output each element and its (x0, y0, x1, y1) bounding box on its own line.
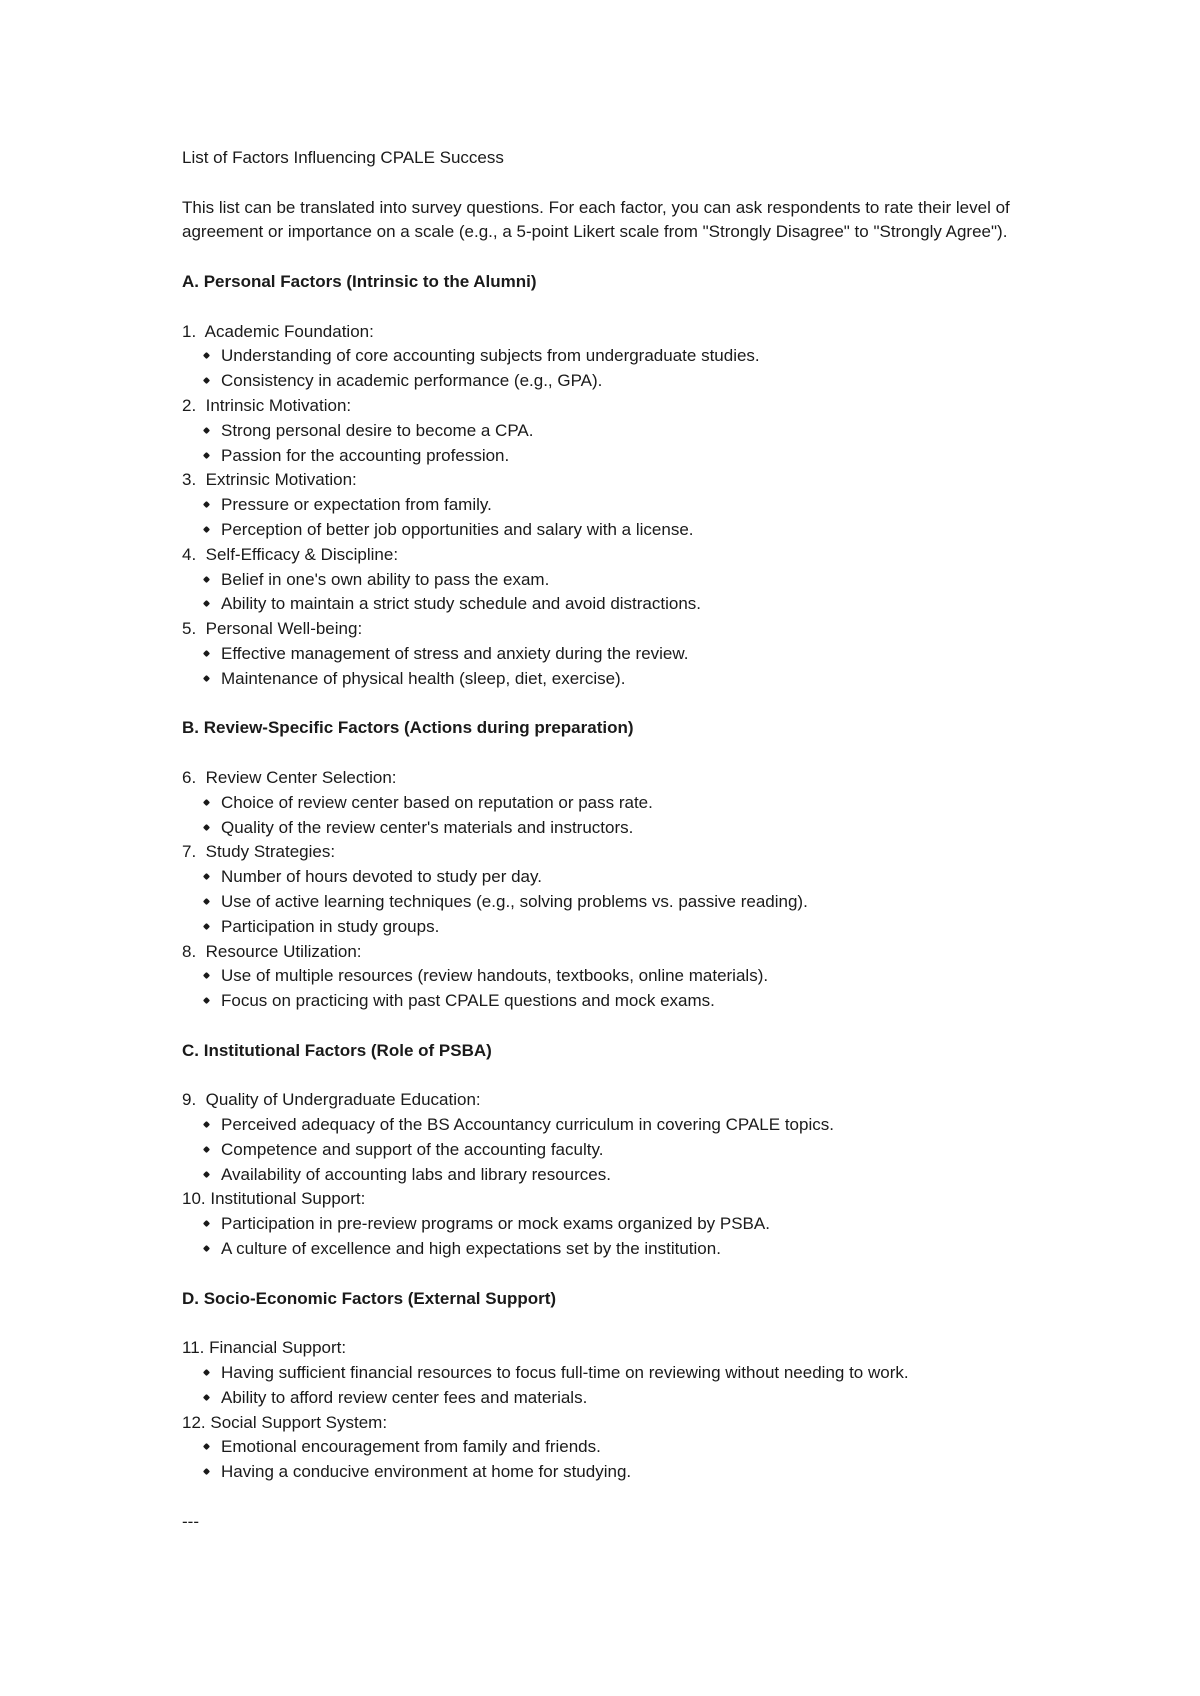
factor-item (182, 1187, 1062, 1261)
intro-paragraph: This list can be translated into survey questions. For each factor, you can ask respondents to rate their level of agreement or importance on a scale (e.g., a 5-point Likert scale from "Strongly Disagree" to "Strongly Agree"). (182, 197, 1015, 242)
bullet-icon (203, 650, 210, 657)
bullet-item (182, 1386, 1062, 1411)
factor-item (182, 840, 1062, 939)
bullet-text: Having a conducive environment at home for studying. (221, 1462, 632, 1482)
bullet-text: Ability to afford review center fees and materials. (221, 1387, 588, 1407)
bullet-item (182, 915, 1062, 940)
bullet-text: Perceived adequacy of the BS Accountancy curriculum in covering CPALE topics. (221, 1115, 834, 1135)
factor-label: 10. Institutional Support: (182, 1189, 366, 1209)
bullet-list (182, 493, 1062, 543)
bullet-item (182, 816, 1062, 841)
bullet-text: Choice of review center based on reputation or pass rate. (221, 792, 653, 812)
factor-label: 4. Self-Efficacy & Discipline: (182, 544, 399, 564)
bullet-text: Number of hours devoted to study per day. (221, 867, 542, 887)
bullet-list (182, 419, 1062, 469)
bullet-item (182, 890, 1062, 915)
factor-label: 1. Academic Foundation: (182, 321, 374, 341)
bullet-icon (203, 427, 210, 434)
bullet-text: Strong personal desire to become a CPA. (221, 420, 534, 440)
bullet-list (182, 964, 1062, 1014)
bullet-text: Availability of accounting labs and library resources. (221, 1164, 611, 1184)
factor-label: 9. Quality of Undergraduate Education: (182, 1090, 481, 1110)
factor-item (182, 1411, 1062, 1485)
factor-item (182, 1088, 1062, 1187)
bullet-item (182, 444, 1062, 469)
bullet-item (182, 518, 1062, 543)
bullet-item (182, 1212, 1062, 1237)
section-factor-list (182, 766, 1062, 1014)
bullet-text: Emotional encouragement from family and friends. (221, 1437, 601, 1457)
bullet-icon (203, 898, 210, 905)
section-heading: C. Institutional Factors (Role of PSBA) (182, 1040, 492, 1060)
bullet-list (182, 865, 1062, 939)
bullet-icon (203, 1146, 210, 1153)
bullet-icon (203, 923, 210, 930)
bullet-icon (203, 873, 210, 880)
separator: --- (182, 1511, 199, 1531)
bullet-item (182, 865, 1062, 890)
bullet-item (182, 1460, 1062, 1485)
bullet-icon (203, 1121, 210, 1128)
bullet-icon (203, 526, 210, 533)
factor-label: 6. Review Center Selection: (182, 767, 397, 787)
section-heading: A. Personal Factors (Intrinsic to the Alumni) (182, 271, 537, 291)
bullet-list (182, 344, 1062, 394)
bullet-item (182, 344, 1062, 369)
section-factor-list (182, 320, 1062, 692)
bullet-item (182, 568, 1062, 593)
bullet-item (182, 419, 1062, 444)
bullet-text: Quality of the review center's materials and instructors. (221, 817, 634, 837)
bullet-icon (203, 1468, 210, 1475)
bullet-text: Competence and support of the accounting faculty. (221, 1139, 604, 1159)
bullet-list (182, 1435, 1062, 1485)
bullet-item (182, 1138, 1062, 1163)
bullet-list (182, 791, 1062, 841)
bullet-text: Use of active learning techniques (e.g., solving problems vs. passive reading). (221, 891, 808, 911)
factor-item (182, 1336, 1062, 1410)
bullet-icon (203, 972, 210, 979)
bullet-icon (203, 452, 210, 459)
bullet-item (182, 592, 1062, 617)
factor-label: 8. Resource Utilization: (182, 941, 362, 961)
bullet-list (182, 1212, 1062, 1262)
factor-item (182, 543, 1062, 617)
bullet-list (182, 1361, 1062, 1411)
bullet-icon (203, 1220, 210, 1227)
factor-item (182, 394, 1062, 468)
bullet-icon (203, 501, 210, 508)
bullet-item (182, 791, 1062, 816)
bullet-icon (203, 576, 210, 583)
bullet-icon (203, 823, 210, 830)
bullet-icon (203, 352, 210, 359)
bullet-icon (203, 1171, 210, 1178)
bullet-text: Ability to maintain a strict study schedule and avoid distractions. (221, 594, 702, 614)
bullet-icon (203, 799, 210, 806)
bullet-item (182, 964, 1062, 989)
bullet-item (182, 1361, 1062, 1386)
bullet-text: Participation in study groups. (221, 916, 440, 936)
factor-item (182, 766, 1062, 840)
factor-label: 5. Personal Well-being: (182, 619, 363, 639)
factor-item (182, 320, 1062, 394)
bullet-list (182, 642, 1062, 692)
bullet-text: Maintenance of physical health (sleep, diet, exercise). (221, 668, 626, 688)
bullet-text: Participation in pre-review programs or mock exams organized by PSBA. (221, 1214, 770, 1234)
bullet-text: Having sufficient financial resources to focus full-time on reviewing without needing to work. (221, 1363, 909, 1383)
factor-item (182, 468, 1062, 542)
factor-label: 2. Intrinsic Motivation: (182, 395, 352, 415)
bullet-icon (203, 1443, 210, 1450)
sections-container (182, 270, 1062, 1485)
section-factor-list (182, 1088, 1062, 1262)
bullet-text: Effective management of stress and anxiety during the review. (221, 643, 689, 663)
bullet-text: Perception of better job opportunities and salary with a license. (221, 519, 694, 539)
document-title: List of Factors Influencing CPALE Success (182, 148, 504, 167)
bullet-icon (203, 675, 210, 682)
bullet-icon (203, 1245, 210, 1252)
factor-label: 3. Extrinsic Motivation: (182, 470, 357, 490)
bullet-text: Understanding of core accounting subjects from undergraduate studies. (221, 346, 760, 366)
bullet-item (182, 667, 1062, 692)
bullet-text: Consistency in academic performance (e.g., GPA). (221, 371, 603, 391)
bullet-item (182, 1435, 1062, 1460)
bullet-text: A culture of excellence and high expectations set by the institution. (221, 1239, 721, 1259)
bullet-item (182, 369, 1062, 394)
bullet-text: Pressure or expectation from family. (221, 495, 492, 515)
section-factor-list (182, 1336, 1062, 1485)
factor-item (182, 617, 1062, 691)
bullet-icon (203, 1369, 210, 1376)
bullet-text: Use of multiple resources (review handouts, textbooks, online materials). (221, 966, 769, 986)
bullet-item (182, 989, 1062, 1014)
bullet-text: Belief in one's own ability to pass the exam. (221, 569, 550, 589)
factor-item (182, 940, 1062, 1014)
factor-label: 11. Financial Support: (182, 1338, 347, 1358)
bullet-text: Passion for the accounting profession. (221, 445, 510, 465)
bullet-item (182, 1163, 1062, 1188)
bullet-icon (203, 600, 210, 607)
section-heading: B. Review-Specific Factors (Actions during preparation) (182, 718, 634, 738)
bullet-list (182, 568, 1062, 618)
bullet-item (182, 1113, 1062, 1138)
bullet-item (182, 1237, 1062, 1262)
bullet-text: Focus on practicing with past CPALE questions and mock exams. (221, 991, 715, 1011)
bullet-icon (203, 1394, 210, 1401)
factor-label: 12. Social Support System: (182, 1412, 388, 1432)
section-heading: D. Socio-Economic Factors (External Support) (182, 1288, 557, 1308)
bullet-item (182, 493, 1062, 518)
bullet-item (182, 642, 1062, 667)
document-content (182, 146, 1062, 1535)
factor-label: 7. Study Strategies: (182, 842, 336, 862)
bullet-icon (203, 377, 210, 384)
bullet-icon (203, 997, 210, 1004)
bullet-list (182, 1113, 1062, 1187)
